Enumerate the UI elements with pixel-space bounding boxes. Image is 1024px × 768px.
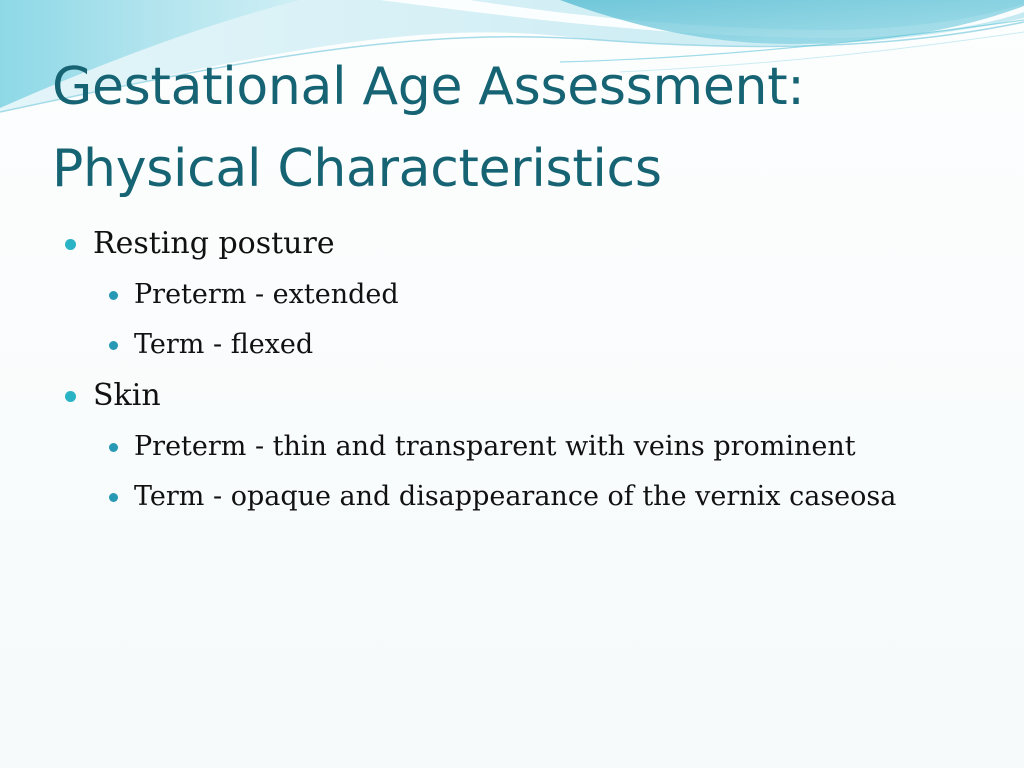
bullet-dot-icon bbox=[65, 239, 76, 250]
sub-bullet-dot-icon bbox=[109, 493, 118, 502]
sub-bullet-term-skin bbox=[107, 474, 992, 524]
bullet-label: Skin bbox=[93, 378, 161, 413]
sub-bullet-preterm-skin bbox=[107, 424, 992, 474]
sub-bullet-dot-icon bbox=[109, 291, 118, 300]
slide-title-line-1: Gestational Age Assessment: bbox=[52, 57, 805, 117]
bullet-label: Resting posture bbox=[93, 226, 335, 261]
sub-bullet-dot-icon bbox=[109, 443, 118, 452]
sub-bullet-dot-icon bbox=[109, 341, 118, 350]
bullet-dot-icon bbox=[65, 391, 76, 402]
slide-title bbox=[52, 46, 992, 210]
sub-bullet-term-posture bbox=[107, 322, 992, 372]
sub-bullet-preterm-posture bbox=[107, 272, 992, 322]
slide-title-line-2: Physical Characteristics bbox=[52, 139, 662, 199]
sub-bullet-label: Preterm - thin and transparent with veins prominent bbox=[134, 431, 856, 462]
sub-bullet-label: Term - flexed bbox=[134, 329, 314, 360]
bullet-skin bbox=[62, 374, 992, 424]
bullet-resting-posture bbox=[62, 222, 992, 272]
sub-bullet-label: Term - opaque and disappearance of the vernix caseosa bbox=[134, 481, 897, 512]
sub-bullet-label: Preterm - extended bbox=[134, 279, 399, 310]
bullet-list bbox=[62, 222, 992, 524]
